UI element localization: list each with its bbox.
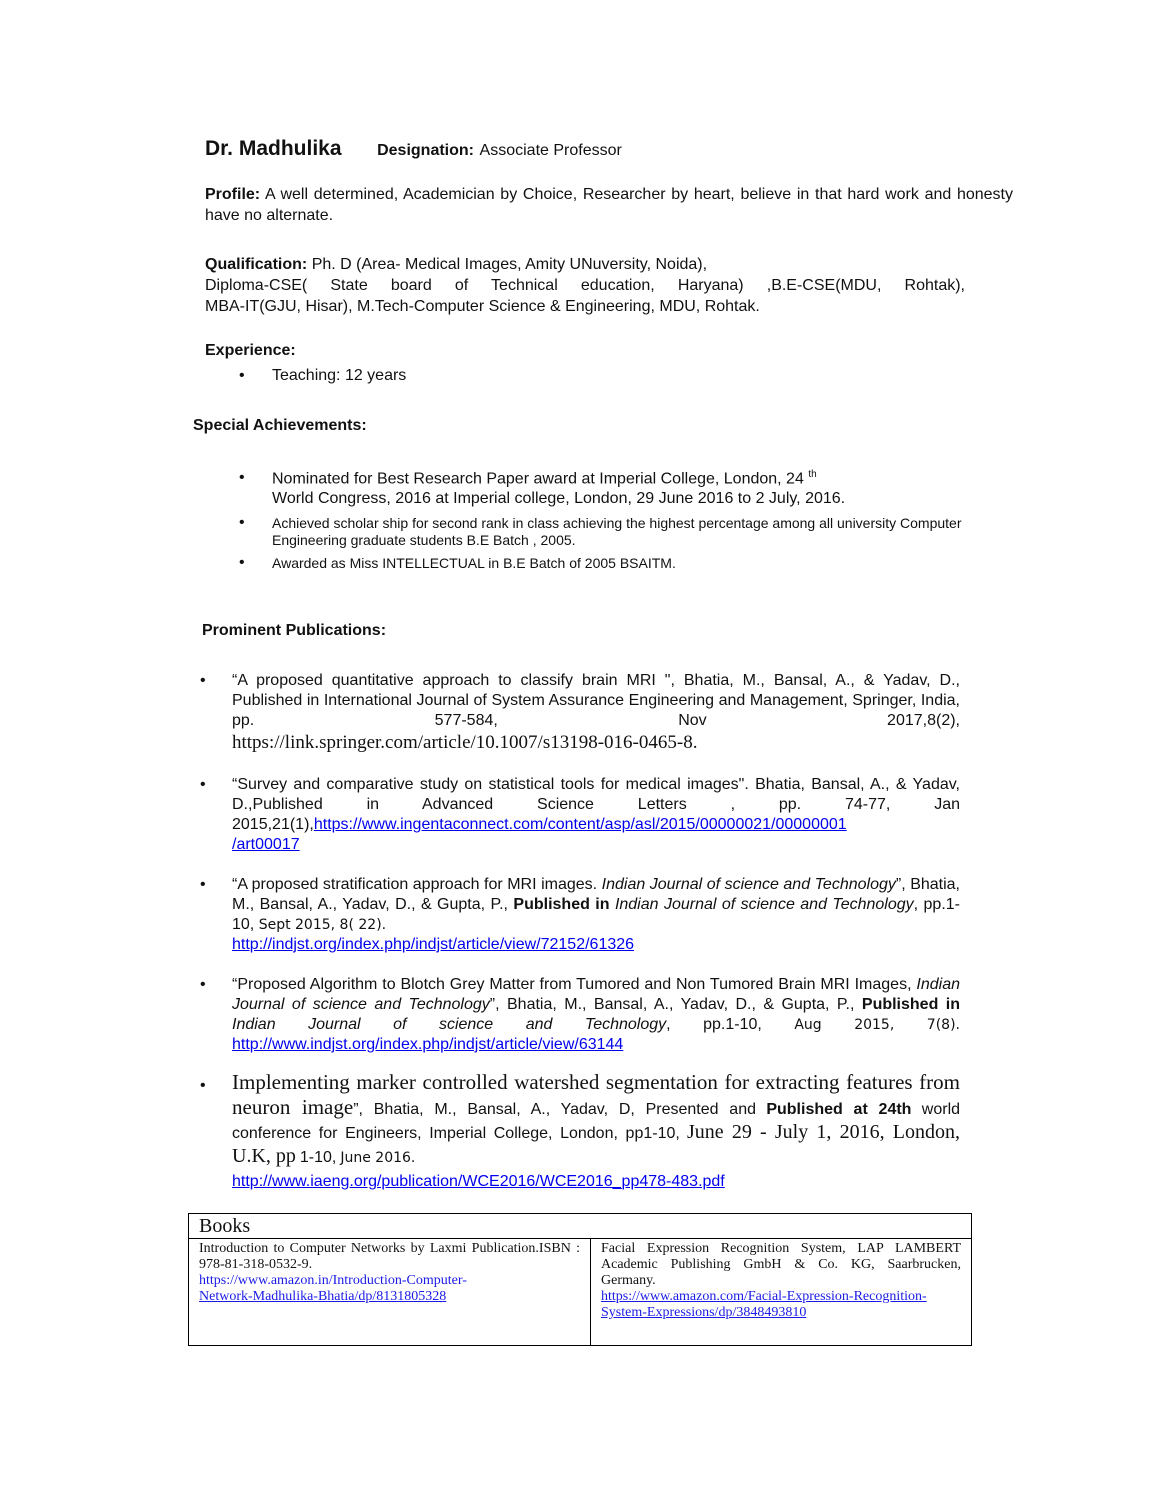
profile-label: Profile:	[205, 186, 261, 203]
publication-3-journal: Indian Journal of science and Technology	[601, 876, 896, 893]
publication-5-authors: ”, Bhatia, M., Bansal, A., Yadav, D, Presented and	[353, 1101, 756, 1118]
publication-4	[232, 975, 960, 1055]
publication-5-month: June 2016.	[340, 1150, 416, 1166]
book-cell-right	[591, 1239, 971, 1346]
publication-4-journal: Indian Journal of science and Technology	[232, 976, 960, 1013]
publication-4-authors: ”, Bhatia, M., Bansal, A., Yadav, D., & Gupta, P.,	[489, 996, 855, 1013]
publication-3-date: Sept 2015, 8( 22).	[258, 917, 387, 933]
books-heading: Books	[189, 1214, 971, 1239]
publication-4-published-label: Published in	[861, 996, 961, 1013]
designation-label: Designation:	[377, 142, 474, 159]
publication-1-url: https://link.springer.com/article/10.1007/s13198-016-0465-8.	[232, 732, 698, 753]
qualification-line-1: Ph. D (Area- Medical Images, Amity UNuversity, Noida),	[311, 256, 708, 273]
publication-3	[232, 875, 960, 955]
qualification-line-2: Diploma-CSE( State board of Technical education, Haryana) ,B.E-CSE(MDU, Rohtak),	[205, 277, 965, 294]
publication-3-pages: , pp.1-10,	[232, 896, 960, 933]
designation-value: Associate Professor	[479, 142, 622, 159]
bullet-icon: •	[239, 514, 245, 531]
publication-3-link[interactable]: http://indjst.org/index.php/indjst/article/view/72152/61326	[232, 936, 635, 953]
achievement-1-part1: Nominated for Best Research Paper award at Imperial College, London, 24	[272, 470, 804, 488]
publication-3-published-label: Published in	[513, 896, 610, 913]
achievement-1-sup: th	[808, 469, 817, 480]
publication-3-title: “A proposed stratification approach for MRI images.	[232, 876, 598, 893]
qualification-line-3: MBA-IT(GJU, Hisar), M.Tech-Computer Science & Engineering, MDU, Rohtak.	[205, 298, 760, 315]
achievements-heading: Special Achievements:	[193, 417, 367, 434]
qualification-section	[205, 254, 965, 317]
experience-heading: Experience:	[205, 342, 296, 359]
publication-5-link[interactable]: http://www.iaeng.org/publication/WCE2016/WCE2016_pp478-483.pdf	[232, 1173, 725, 1190]
book-1-text: Introduction to Computer Networks by Laxmi Publication.ISBN : 978-81-318-0532-9.	[199, 1241, 580, 1272]
publication-4-title: “Proposed Algorithm to Blotch Grey Matter from Tumored and Non Tumored Brain MRI Images,	[232, 976, 912, 993]
publication-1-text: “A proposed quantitative approach to classify brain MRI ", Bhatia, M., Bansal, A., & Yadav, D., Published in International Journal of System Assurance Engineering and Management, Springer, India, pp. 577-584, Nov 2017,8(2),	[232, 672, 960, 729]
book-2-link[interactable]: https://www.amazon.com/Facial-Expression-Recognition-System-Expressions/dp/3848493810	[601, 1289, 927, 1320]
achievement-item-1	[272, 465, 962, 509]
person-name: Dr. Madhulika	[205, 137, 342, 160]
book-1-url: https://www.amazon.in/Introduction-Computer-	[199, 1273, 467, 1288]
publication-5-pages: 1-10,	[299, 1149, 337, 1166]
bullet-icon: •	[239, 367, 245, 384]
profile-text: A well determined, Academician by Choice, Researcher by heart, believe in that hard work and honesty have no alternate.	[205, 186, 1014, 224]
achievement-1-part2: World Congress, 2016 at Imperial college, London, 29 June 2016 to 2 July, 2016.	[272, 490, 846, 508]
publication-4-journal-2: Indian Journal of science and Technology	[232, 1016, 667, 1033]
publication-4-pages: , pp.1-10,	[666, 1016, 762, 1033]
bullet-icon: •	[200, 876, 206, 893]
bullet-icon: •	[200, 776, 206, 793]
publication-3-journal-2: Indian Journal of science and Technology	[614, 896, 914, 913]
bullet-icon: •	[200, 672, 206, 689]
profile-section	[205, 184, 1013, 226]
bullet-icon: •	[239, 554, 245, 571]
book-2-text: Facial Expression Recognition System, LAP LAMBERT Academic Publishing GmbH & Co. KG, Saarbrucken, Germany.	[601, 1241, 961, 1288]
header-line	[205, 137, 622, 161]
publication-5-published-label: Published at 24th	[766, 1101, 912, 1118]
publications-heading: Prominent Publications:	[202, 622, 387, 639]
books-table	[188, 1213, 972, 1346]
publication-1	[232, 671, 960, 755]
bullet-icon: •	[200, 976, 206, 993]
publication-3-authors: ”, Bhatia, M., Bansal, A., Yadav, D., & Gupta, P.,	[232, 876, 961, 913]
book-1-link[interactable]: Network-Madhulika-Bhatia/dp/8131805328	[199, 1289, 447, 1304]
publication-2	[232, 775, 960, 855]
achievement-item-3: Awarded as Miss INTELLECTUAL in B.E Batch of 2005 BSAITM.	[272, 555, 676, 571]
bullet-icon: •	[200, 1077, 206, 1094]
bullet-icon: •	[239, 469, 245, 486]
publication-2-link[interactable]: https://www.ingentaconnect.com/content/asp/asl/2015/00000021/00000001 /art00017	[232, 816, 847, 853]
publication-5	[232, 1071, 960, 1193]
experience-item: Teaching: 12 years	[272, 367, 407, 384]
achievement-item-2: Achieved scholar ship for second rank in class achieving the highest percentage among all university Computer Engineering graduate students B.E Batch , 2005.	[272, 515, 962, 548]
publication-2-text: “Survey and comparative study on statistical tools for medical images". Bhatia, Bansal, A., & Yadav, D.,Published in Advanced Science Letters , pp. 74-77, Jan 2015,21(1),	[232, 776, 960, 833]
publication-4-link[interactable]: http://www.indjst.org/index.php/indjst/article/view/63144	[232, 1036, 624, 1053]
publication-5-dates: June 29 - July 1, 2016, London, U.K, pp	[232, 1121, 960, 1167]
qualification-label: Qualification:	[205, 256, 308, 273]
publication-5-venue: world conference for Engineers, Imperial College, London, pp1-10,	[232, 1101, 961, 1142]
publication-4-date: Aug 2015, 7(8).	[794, 1017, 960, 1033]
publication-5-title: Implementing marker controlled watershed segmentation for extracting features from neuron image	[232, 1070, 960, 1119]
book-cell-left	[189, 1239, 591, 1346]
